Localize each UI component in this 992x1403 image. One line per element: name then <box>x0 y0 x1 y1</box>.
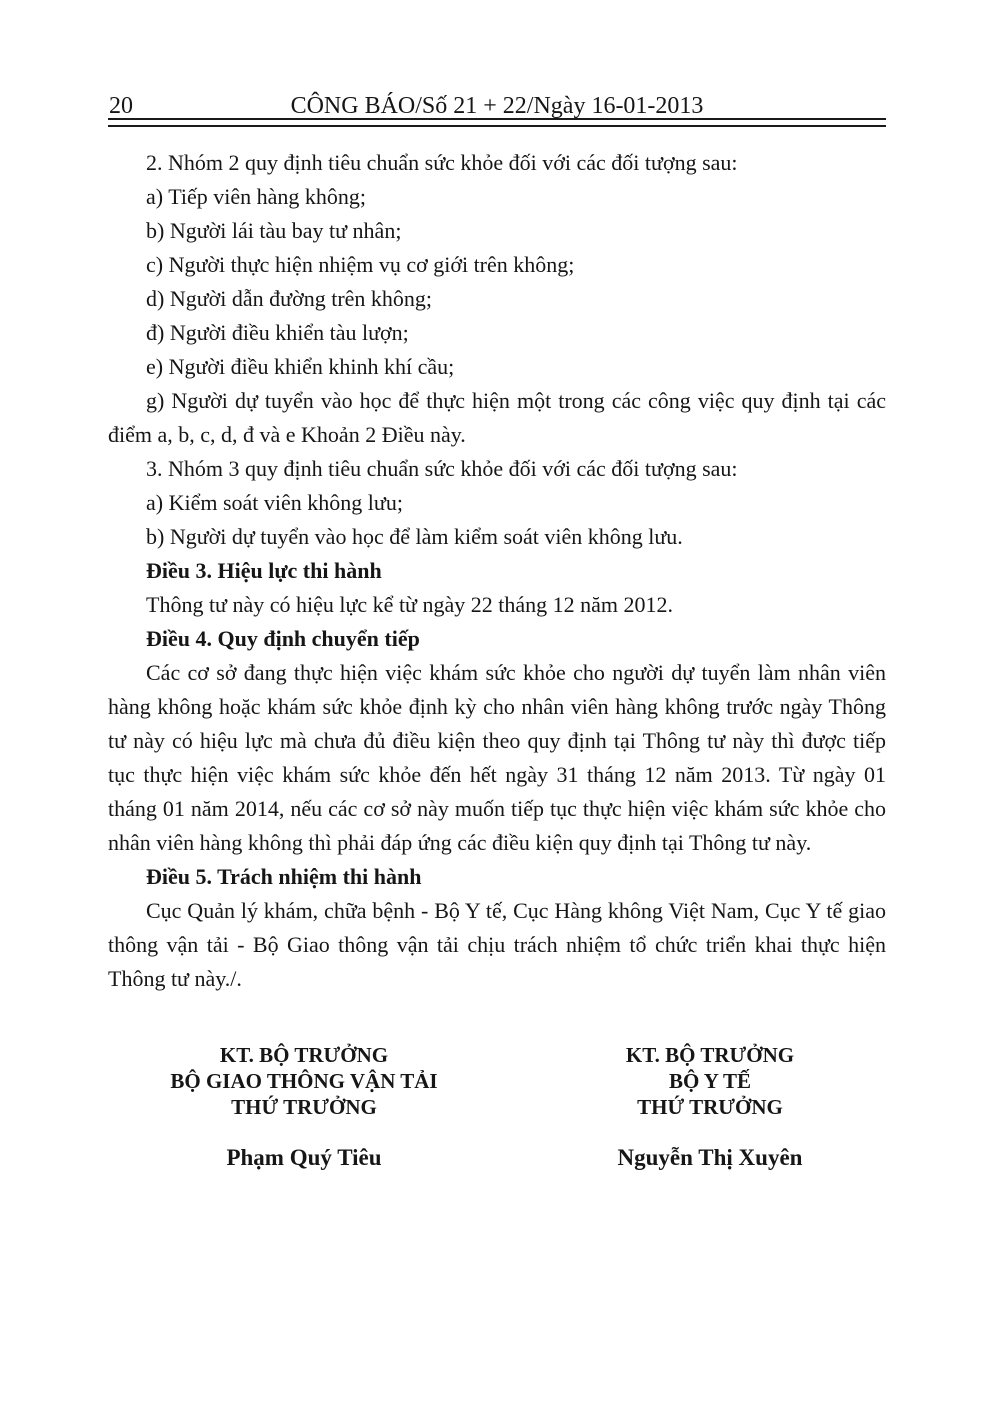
clause-2-item-e: e) Người điều khiển khinh khí cầu; <box>146 354 455 379</box>
clause-2-item-d: d) Người dẫn đường trên không; <box>146 286 433 311</box>
sig-health-line-1: KT. BỘ TRƯỞNG <box>625 1043 795 1067</box>
signature-titles-transport <box>130 1042 478 1120</box>
signatory-name-health: Nguyễn Thị Xuyên <box>617 1145 803 1170</box>
sig-transport-line-3: THỨ TRƯỞNG <box>231 1095 377 1119</box>
signatory-name-transport: Phạm Quý Tiêu <box>226 1145 382 1170</box>
article-3-body: Thông tư này có hiệu lực kể từ ngày 22 tháng 12 năm 2012. <box>146 592 674 617</box>
sig-health-line-3: THỨ TRƯỞNG <box>637 1095 783 1119</box>
sig-transport-line-1: KT. BỘ TRƯỞNG <box>219 1043 389 1067</box>
clause-2-item-c: c) Người thực hiện nhiệm vụ cơ giới trên không; <box>146 252 575 277</box>
sig-transport-line-2: BỘ GIAO THÔNG VẬN TẢI <box>170 1069 438 1093</box>
clause-3-item-a: a) Kiểm soát viên không lưu; <box>146 490 403 515</box>
signature-titles-health <box>536 1042 884 1120</box>
clause-2-item-g: g) Người dự tuyển vào học để thực hiện một trong các công việc quy định tại các điểm a, b, c, d, đ và e Khoản 2 Điều này. <box>108 388 886 447</box>
signature-block-transport <box>130 1042 478 1171</box>
clause-2-intro: 2. Nhóm 2 quy định tiêu chuẩn sức khỏe đối với các đối tượng sau: <box>146 150 738 175</box>
clause-2-item-a: a) Tiếp viên hàng không; <box>146 184 366 209</box>
article-5-heading: Điều 5. Trách nhiệm thi hành <box>146 864 422 889</box>
clause-3-intro: 3. Nhóm 3 quy định tiêu chuẩn sức khỏe đối với các đối tượng sau: <box>146 456 738 481</box>
document-body <box>108 146 886 996</box>
clause-3-item-b: b) Người dự tuyển vào học để làm kiểm soát viên không lưu. <box>146 524 683 549</box>
clause-2-item-dd: đ) Người điều khiển tàu lượn; <box>146 320 409 345</box>
article-4-heading: Điều 4. Quy định chuyển tiếp <box>146 626 420 651</box>
signature-block-health <box>536 1042 884 1171</box>
article-3-heading: Điều 3. Hiệu lực thi hành <box>146 558 382 583</box>
page-header <box>108 92 886 120</box>
article-5-body: Cục Quản lý khám, chữa bệnh - Bộ Y tế, Cục Hàng không Việt Nam, Cục Y tế giao thông vận tải - Bộ Giao thông vận tải chịu trách nhiệm tổ chức triển khai thực hiện Thông tư này./. <box>108 898 886 991</box>
gazette-header-title: CÔNG BÁO/Số 21 + 22/Ngày 16-01-2013 <box>290 93 704 119</box>
clause-2-item-b: b) Người lái tàu bay tư nhân; <box>146 218 402 243</box>
header-double-rule <box>108 118 886 127</box>
page-number: 20 <box>109 93 133 119</box>
sig-health-line-2: BỘ Y TẾ <box>668 1069 752 1093</box>
article-4-body: Các cơ sở đang thực hiện việc khám sức khỏe cho người dự tuyển làm nhân viên hàng không hoặc khám sức khỏe định kỳ cho nhân viên hàng không trước ngày Thông tư này có hiệu lực mà chưa đủ điều kiện theo quy định tại Thông tư này thì được tiếp tục thực hiện việc khám sức khỏe đến hết ngày 31 tháng 12 năm 2013. Từ ngày 01 tháng 01 năm 2014, nếu các cơ sở này muốn tiếp tục thực hiện việc khám sức khỏe cho nhân viên hàng không thì phải đáp ứng các điều kiện quy định tại Thông tư này. <box>108 660 886 855</box>
